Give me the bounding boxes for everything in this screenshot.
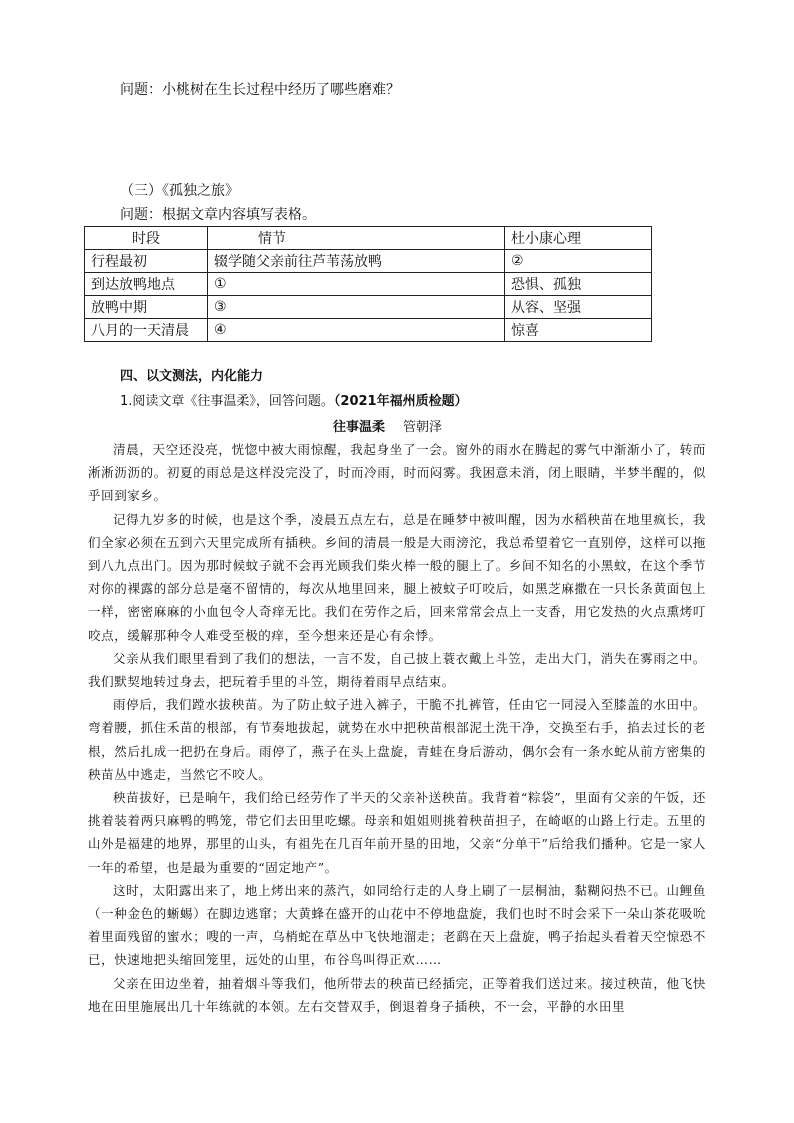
question-text: 1.阅读文章《往事温柔》，回答问题。 bbox=[120, 394, 334, 409]
article-title-line bbox=[333, 416, 442, 435]
table-cell: ③ bbox=[208, 296, 505, 319]
article-paragraph: 父亲在田边坐着，抽着烟斗等我们，他所带去的秧苗已经插完，正等着我们送过来。接过秧苗，他飞快地在田里施展出几十年练就的本领。左右交替双手，倒退着身子插秧，不一会，平静的水田里 bbox=[88, 975, 706, 1014]
article-paragraph: 父亲从我们眼里看到了我们的想法，一言不发，自己披上蓑衣戴上斗笠，走出大门，消失在雾雨之中。我们默契地转过身去，把玩着手里的斗笠，期待着雨早点结束。 bbox=[88, 650, 706, 690]
article-title: 往事温柔 bbox=[333, 420, 386, 435]
table-cell: 到达放鸭地点 bbox=[85, 273, 208, 296]
question-fill-table: 问题：根据文章内容填写表格。 bbox=[120, 207, 316, 223]
table-cell: ② bbox=[505, 250, 652, 273]
table-cell: ① bbox=[208, 273, 505, 296]
table-cell: 辍学随父亲前往芦苇荡放鸭 bbox=[208, 250, 505, 273]
article-author: 管朝泽 bbox=[403, 420, 443, 435]
table-cell: 从容、坚强 bbox=[505, 296, 652, 319]
table-cell: 惊喜 bbox=[505, 319, 652, 342]
section-four-heading: 四、以文测法，内化能力 bbox=[120, 369, 264, 384]
table-cell: 行程最初 bbox=[85, 250, 208, 273]
question-peach-tree: 问题：小桃树在生长过程中经历了哪些磨难？ bbox=[120, 82, 400, 98]
table-cell: ④ bbox=[208, 319, 505, 342]
question-read-article bbox=[120, 390, 468, 409]
table-row bbox=[85, 273, 652, 296]
question-source: （2021年福州质检题） bbox=[333, 394, 468, 409]
article-paragraph: 清晨，天空还没亮，恍惚中被大雨惊醒，我起身坐了一会。窗外的雨水在腾起的雾气中渐渐小了，转而淅淅沥沥的。初夏的雨总是这样没完没了，时而冷雨，时而闷雾。我困意未消，闭上眼睛，半梦半醒的，似乎回到家乡。 bbox=[88, 442, 706, 504]
article-paragraph: 雨停后，我们蹚水拔秧苗。为了防止蚊子进入裤子，干脆不扎裤管，任由它一同浸入至膝盖的水田中。弯着腰，抓住禾苗的根部，有节奏地拔起，就势在水中把秧苗根部泥土洗干净，交换至右手，掐去过长的老根，然后扎成一把扔在身后。雨停了，燕子在头上盘旋，青蛙在身后游动，偶尔会有一条水蛇从前方密集的秧苗丛中逃走，当然它不咬人。 bbox=[88, 697, 706, 782]
article-body bbox=[88, 438, 706, 1018]
article-paragraph: 这时，太阳露出来了，地上烤出来的蒸汽，如同给行走的人身上刷了一层桐油，黏糊闷热不已。山鲤鱼（一种金色的蜥蜴）在脚边逃窜；大黄蜂在盛开的山花中不停地盘旋，我们也时不时会采下一朵山茶花吸吮着里面残留的蜜水；嗖的一声，乌梢蛇在草丛中飞快地溜走；老鹞在天上盘旋，鸭子抬起头看着天空惊恐不已，快速地把头缩回笼里，远处的山里，布谷鸟叫得正欢…… bbox=[88, 882, 706, 968]
table-cell: 八月的一天清晨 bbox=[85, 319, 208, 342]
table-header-period: 时段 bbox=[85, 227, 208, 250]
table-cell: 放鸭中期 bbox=[85, 296, 208, 319]
article-paragraph: 记得九岁多的时候，也是这个季，凌晨五点左右，总是在睡梦中被叫醒，因为水稻秧苗在地里疯长，我们全家必须在五到六天里完成所有插秧。乡间的清晨一般是大雨滂沱，我总希望着它一直别停，这样可以拖到八九点出门。因为那时候蚊子就不会再光顾我们柴火棒一般的腿上了。乡间不知名的小黑蚊，在这个季节对你的裸露的部分总是毫不留情的，每次从地里回来，腿上被蚊子叮咬后，如黑芝麻撒在一只长条黄面包上一样，密密麻麻的小血包令人奇痒无比。我们在劳作之后，回来常常会点上一支香，用它发热的火点熏烤叮咬点，缓解那种令人难受至极的痒，至今想来还是心有余悸。 bbox=[88, 511, 706, 643]
table-header-psychology: 杜小康心理 bbox=[505, 227, 652, 250]
table-cell: 恐惧、孤独 bbox=[505, 273, 652, 296]
table-row bbox=[85, 296, 652, 319]
table-header-row bbox=[85, 227, 652, 250]
table-row bbox=[85, 319, 652, 342]
article-paragraph: 秧苗拔好，已是晌午，我们给已经劳作了半天的父亲补送秧苗。我背着“粽袋”，里面有父亲的午饭，还挑着装着两只麻鸭的鸭笼，带它们去田里吃螺。母亲和姐姐则挑着秧苗担子，在崎岖的山路上行走。五里的山外是福建的地界，那里的山头，有祖先在几百年前开垦的田地，父亲“分单干”后给我们播种。它是一家人一年的希望，也是最为重要的“固定地产”。 bbox=[88, 790, 706, 875]
fill-table bbox=[84, 226, 652, 342]
table-row bbox=[85, 250, 652, 273]
table-header-plot: 情节 bbox=[208, 227, 505, 250]
section-lonely-journey: （三）《孤独之旅》 bbox=[120, 183, 239, 199]
